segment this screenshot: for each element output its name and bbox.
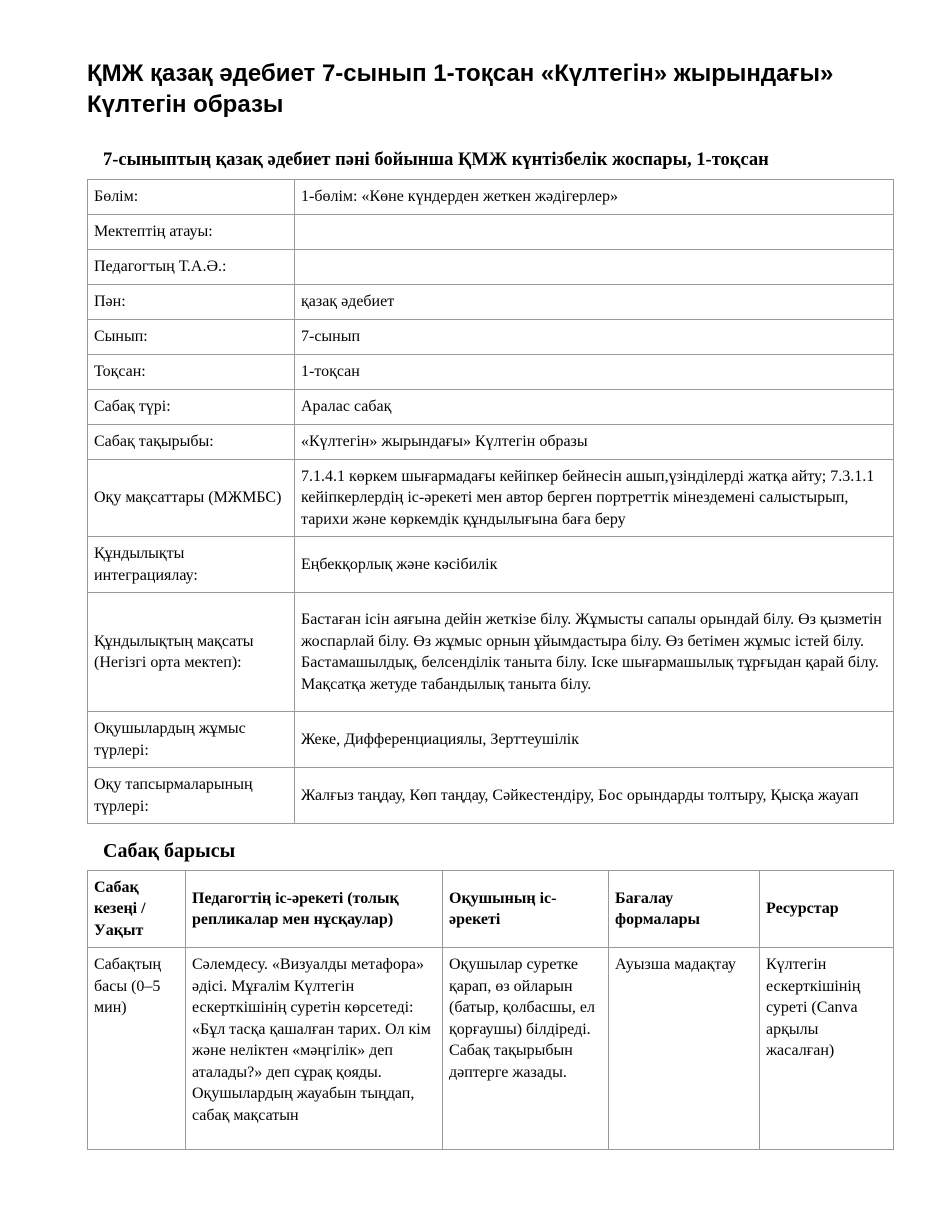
info-label: Құндылықтың мақсаты (Негізгі орта мектеп): (88, 593, 295, 712)
info-label: Оқушылардың жұмыс түрлері: (88, 712, 295, 768)
lesson-process-heading: Сабақ барысы (103, 840, 236, 862)
process-row (88, 948, 894, 1150)
info-row-work-types (88, 712, 894, 768)
info-row-task-types (88, 768, 894, 824)
info-row-learning-objectives (88, 460, 894, 537)
info-value (295, 250, 894, 285)
info-value: «Күлтегін» жырындағы» Күлтегін образы (295, 425, 894, 460)
info-label: Оқу мақсаттары (МЖМБС) (88, 460, 295, 537)
column-header-assessment: Бағалау формалары (609, 871, 760, 948)
info-value: Жеке, Дифференциациялы, Зерттеушілік (295, 712, 894, 768)
info-value: Еңбекқорлық және кәсібилік (295, 537, 894, 593)
info-label: Мектептің атауы: (88, 215, 295, 250)
info-value: қазақ әдебиет (295, 285, 894, 320)
column-header-resources: Ресурстар (760, 871, 894, 948)
column-header-student-actions: Оқушының іс-әрекеті (443, 871, 609, 948)
column-header-teacher-actions: Педагогтің іс-әрекеті (толық репликалар мен нұсқаулар) (186, 871, 443, 948)
info-row-value-goal (88, 593, 894, 712)
info-row-lesson-topic (88, 425, 894, 460)
info-value: 1-тоқсан (295, 355, 894, 390)
info-value: 7.1.4.1 көркем шығармадағы кейіпкер бейнесін ашып,үзінділерді жатқа айту; 7.3.1.1 кейіпкерлердің іс-әрекеті мен автор берген портреттік мінездемені салыстырып, тарихи және көркемдік құндылығына баға беру (295, 460, 894, 537)
column-header-stage: Сабақ кезеңі / Уақыт (88, 871, 186, 948)
student-actions-cell: Оқушылар суретке қарап, өз ойларын (батыр, қолбасшы, ел қорғаушы) білдіреді. Сабақ тақырыбын дәптерге жазады. (443, 948, 609, 1150)
info-value: 7-сынып (295, 320, 894, 355)
info-row-value-integration (88, 537, 894, 593)
info-value (295, 215, 894, 250)
info-value: Жалғыз таңдау, Көп таңдау, Сәйкестендіру, Бос орындарды толтыру, Қысқа жауап (295, 768, 894, 824)
info-value: Бастаған ісін аяғына дейін жеткізе білу. Жұмысты сапалы орындай білу. Өз қызметін жоспарлай білу. Өз жұмыс орнын ұйымдастыра білу. Өз бетімен жұмыс істей білу. Бастамашылдық, белсенділік таныта білу. Іске шығармашылық тұрғыдан қарай білу. Мақсатқа жетуде табандылық таныта білу. (295, 593, 894, 712)
info-label: Сабақ түрі: (88, 390, 295, 425)
info-label: Сынып: (88, 320, 295, 355)
info-row-school (88, 215, 894, 250)
info-row-section (88, 180, 894, 215)
info-label: Оқу тапсырмаларының түрлері: (88, 768, 295, 824)
assessment-cell: Ауызша мадақтау (609, 948, 760, 1150)
info-row-teacher (88, 250, 894, 285)
info-label: Пән: (88, 285, 295, 320)
plan-subtitle: 7-сыныптың қазақ әдебиет пәні бойынша ҚМЖ күнтізбелік жоспары, 1-тоқсан (103, 150, 769, 170)
lesson-process-table (87, 870, 894, 1150)
info-label: Сабақ тақырыбы: (88, 425, 295, 460)
info-row-grade (88, 320, 894, 355)
teacher-actions-cell: Сәлемдесу. «Визуалды метафора» әдісі. Мұғалім Күлтегін ескерткішінің суретін көрсетеді: «Бұл тасқа қашалған тарих. Ол кім және неліктен «мәңгілік» деп аталады?» деп сұрақ қояды. Оқушылардың жауабын тыңдап, сабақ мақсатын (186, 948, 443, 1150)
process-header-row (88, 871, 894, 948)
info-label: Тоқсан: (88, 355, 295, 390)
document-title: ҚМЖ қазақ әдебиет 7-сынып 1-тоқсан «Күлтегін» жырындағы» Күлтегін образы (87, 60, 834, 118)
resources-cell: Күлтегін ескерткішінің суреті (Canva арқылы жасалған) (760, 948, 894, 1150)
info-value: Аралас сабақ (295, 390, 894, 425)
info-label: Бөлім: (88, 180, 295, 215)
lesson-info-table (87, 179, 894, 824)
info-label: Педагогтың Т.А.Ә.: (88, 250, 295, 285)
info-row-quarter (88, 355, 894, 390)
info-value: 1-бөлім: «Көне күндерден жеткен жәдігерлер» (295, 180, 894, 215)
info-row-subject (88, 285, 894, 320)
info-row-lesson-type (88, 390, 894, 425)
stage-cell: Сабақтың басы (0–5 мин) (88, 948, 186, 1150)
info-label: Құндылықты интеграциялау: (88, 537, 295, 593)
